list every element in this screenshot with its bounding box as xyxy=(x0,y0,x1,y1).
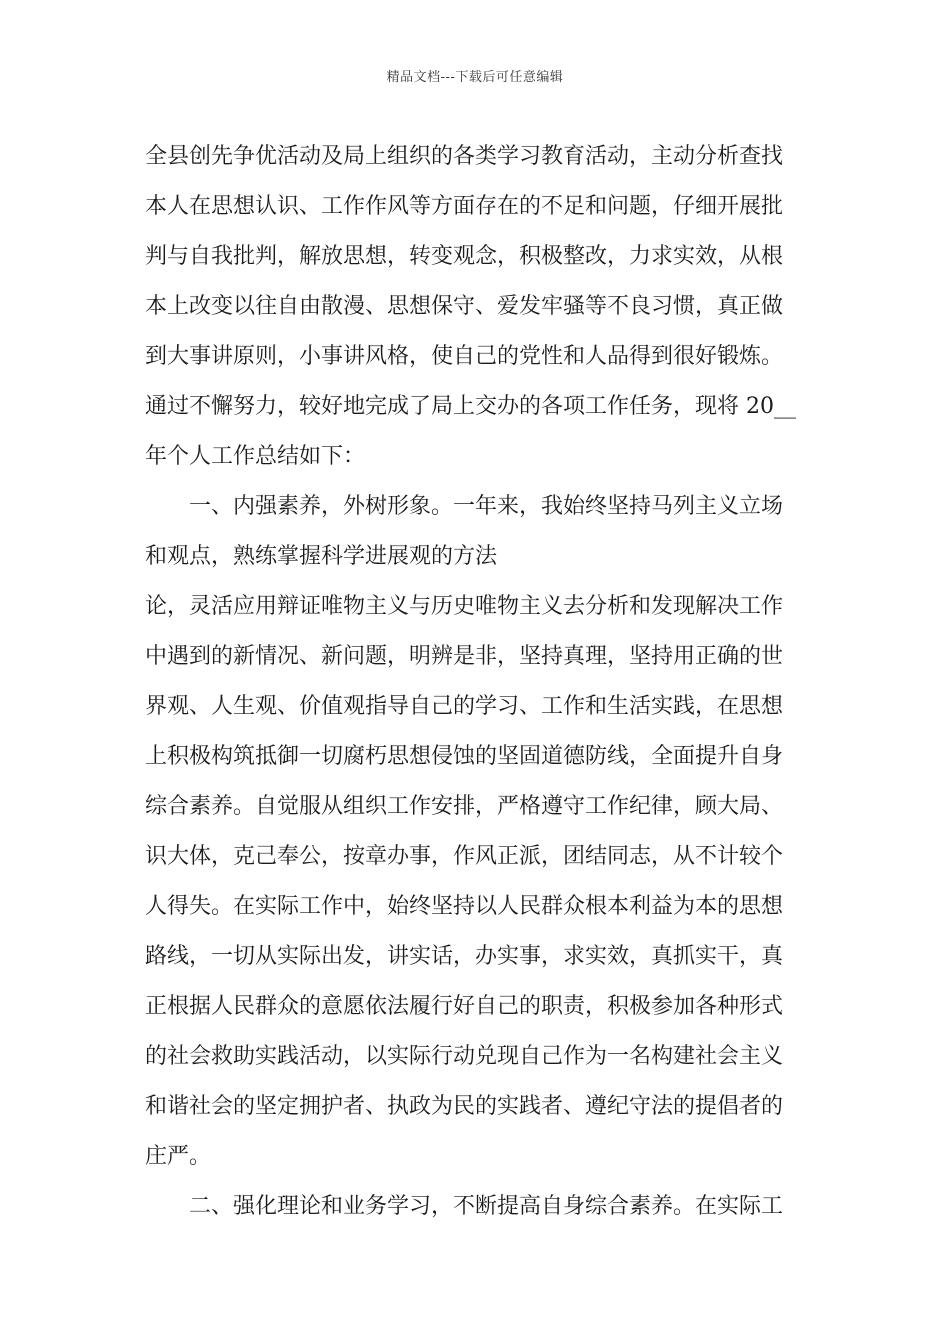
text-line: 和谐社会的坚定拥护者、执政为民的实践者、遵纪守法的提倡者的 xyxy=(145,1094,784,1119)
text-line: 本人在思想认识、工作作风等方面存在的不足和问题，仔细开展批 xyxy=(145,194,784,219)
document-body xyxy=(145,132,815,1232)
paragraph-2-first-line: 二、强化理论和业务学习，不断提高自身综合素养。在实际工 xyxy=(189,1194,784,1219)
text-line: 和观点，熟练掌握科学进展观的方法 xyxy=(145,544,498,569)
text-line: 界观、人生观、价值观指导自己的学习、工作和生活实践，在思想 xyxy=(145,694,784,719)
page-header: 精品文档---下载后可任意编辑 xyxy=(386,70,564,85)
text-line: 庄严。 xyxy=(145,1144,212,1169)
text-line: 到大事讲原则，小事讲风格，使自己的党性和人品得到很好锻炼。 xyxy=(145,344,784,369)
text-line: 人得失。在实际工作中，始终坚持以人民群众根本利益为本的思想 xyxy=(145,894,784,919)
text-line: 综合素养。自觉服从组织工作安排，严格遵守工作纪律，顾大局、 xyxy=(145,794,784,819)
text-line: 识大体，克己奉公，按章办事，作风正派，团结同志，从不计较个 xyxy=(145,844,784,869)
paragraph-1-first-line: 一、内强素养，外树形象。一年来，我始终坚持马列主义立场 xyxy=(189,494,784,519)
text-line: 上积极构筑抵御一切腐朽思想侵蚀的坚固道德防线，全面提升自身 xyxy=(145,744,784,769)
text-line: 全县创先争优活动及局上组织的各类学习教育活动，主动分析查找 xyxy=(145,144,784,169)
text-line: 的社会救助实践活动，以实际行动兑现自己作为一名构建社会主义 xyxy=(145,1044,784,1069)
text-line: 年个人工作总结如下： xyxy=(145,444,366,469)
text-line: 通过不懈努力，较好地完成了局上交办的各项工作任务，现将 20__ xyxy=(145,394,796,419)
text-line: 路线，一切从实际出发，讲实话，办实事，求实效，真抓实干，真 xyxy=(145,944,784,969)
text-line: 中遇到的新情况、新问题，明辨是非，坚持真理，坚持用正确的世 xyxy=(145,644,784,669)
text-line: 正根据人民群众的意愿依法履行好自己的职责，积极参加各种形式 xyxy=(145,994,784,1019)
text-line: 本上改变以往自由散漫、思想保守、爱发牢骚等不良习惯，真正做 xyxy=(145,294,784,319)
text-line: 论，灵活应用辩证唯物主义与历史唯物主义去分析和发现解决工作 xyxy=(145,594,784,619)
text-line: 判与自我批判，解放思想，转变观念，积极整改，力求实效，从根 xyxy=(145,244,784,269)
